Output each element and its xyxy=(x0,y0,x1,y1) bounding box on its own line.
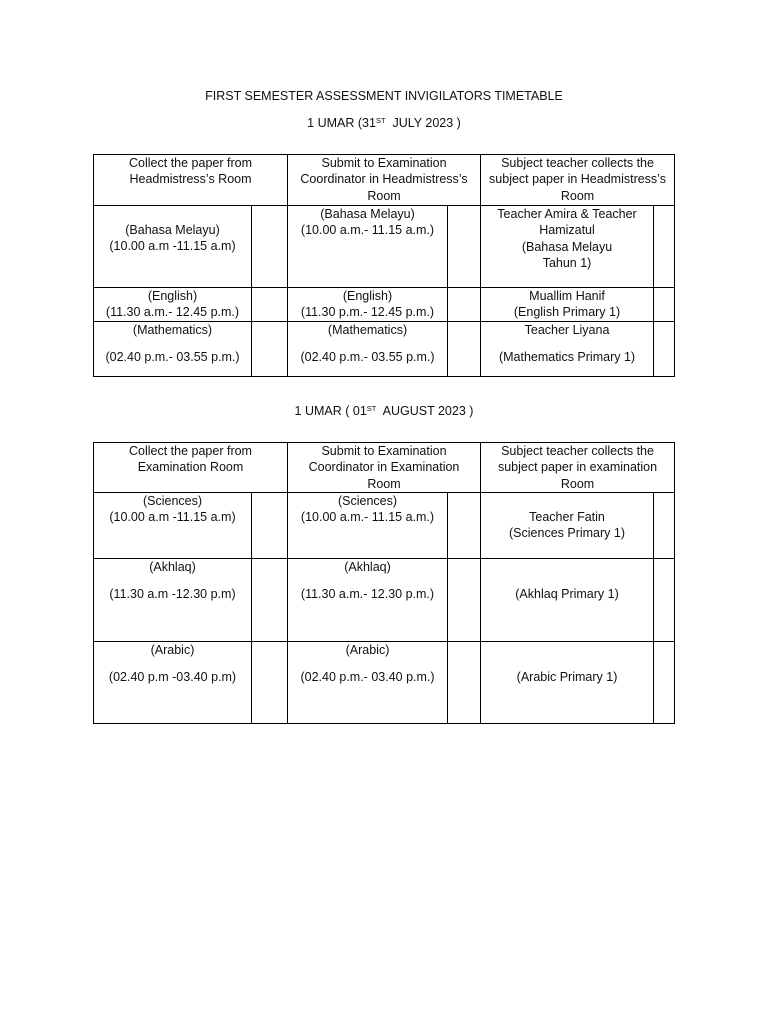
collect-time: (02.40 p.m.- 03.55 p.m.) xyxy=(105,349,240,364)
submit-cell xyxy=(288,493,448,559)
teacher-line: (Akhlaq Primary 1) xyxy=(515,587,619,601)
day1-heading-sup: ST xyxy=(375,116,386,125)
submit-time: (02.40 p.m.- 03.55 p.m.) xyxy=(300,349,435,364)
teacher-check-cell xyxy=(654,321,675,376)
teacher-line: (Bahasa Melayu xyxy=(521,239,613,254)
day1-table xyxy=(93,154,675,377)
submit-cell xyxy=(288,642,448,724)
submit-check-cell xyxy=(448,288,481,322)
day2-table xyxy=(93,442,675,724)
teacher-line: Teacher Fatin xyxy=(529,510,605,524)
teacher-line: (Arabic Primary 1) xyxy=(516,670,618,684)
collect-check-cell xyxy=(252,493,288,559)
day1-heading xyxy=(0,115,768,131)
day2-heading xyxy=(0,403,768,419)
collect-subject: (Sciences) xyxy=(142,494,203,508)
submit-time: (10.00 a.m.- 11.15 a.m.) xyxy=(300,510,435,525)
submit-check-cell xyxy=(448,559,481,642)
submit-cell xyxy=(288,321,448,376)
teacher-line: Muallim Hanif xyxy=(529,289,605,303)
collect-time: (10.00 a.m -11.15 a.m) xyxy=(109,239,236,254)
submit-check-cell xyxy=(448,642,481,724)
submit-cell xyxy=(288,288,448,322)
teacher-line: (Mathematics Primary 1) xyxy=(498,349,636,364)
teacher-check-cell xyxy=(654,206,675,288)
collect-check-cell xyxy=(252,321,288,376)
header-teacher: Subject teacher collects the subject paper in examination Room xyxy=(481,443,675,493)
collect-cell xyxy=(94,493,252,559)
collect-cell xyxy=(94,288,252,322)
day2-heading-suffix: AUGUST 2023 ) xyxy=(376,404,474,418)
header-collect: Collect the paper from Headmistress’s Room xyxy=(94,155,288,206)
submit-subject: (English) xyxy=(342,289,393,303)
header-collect: Collect the paper from Examination Room xyxy=(94,443,288,493)
collect-check-cell xyxy=(252,642,288,724)
header-submit: Submit to Examination Coordinator in Examination Room xyxy=(288,443,481,493)
table-row xyxy=(94,493,675,559)
table-header-row xyxy=(94,155,675,206)
teacher-line: Tahun 1) xyxy=(542,255,592,270)
collect-subject: (Bahasa Melayu) xyxy=(125,223,220,237)
collect-time: (11.30 a.m -12.30 p.m) xyxy=(109,587,236,602)
day2-heading-sup: ST xyxy=(366,404,377,413)
collect-time: (02.40 p.m -03.40 p.m) xyxy=(108,670,237,685)
teacher-line: (Sciences Primary 1) xyxy=(509,526,626,541)
header-teacher: Subject teacher collects the subject paper in Headmistress’s Room xyxy=(481,155,675,206)
day1-heading-suffix: JULY 2023 ) xyxy=(385,116,461,130)
collect-cell xyxy=(94,206,252,288)
table-row xyxy=(94,288,675,322)
collect-cell xyxy=(94,321,252,376)
submit-subject: (Sciences) xyxy=(337,494,398,508)
collect-time: (10.00 a.m -11.15 a.m) xyxy=(109,510,236,525)
table-row xyxy=(94,642,675,724)
teacher-cell xyxy=(481,321,654,376)
collect-check-cell xyxy=(252,559,288,642)
collect-subject: (Arabic) xyxy=(150,643,195,657)
teacher-cell xyxy=(481,642,654,724)
teacher-line: (English Primary 1) xyxy=(513,305,621,320)
table-row xyxy=(94,559,675,642)
submit-check-cell xyxy=(448,321,481,376)
submit-time: (10.00 a.m.- 11.15 a.m.) xyxy=(300,223,435,238)
submit-check-cell xyxy=(448,206,481,288)
day2-heading-prefix: 1 UMAR ( 01 xyxy=(294,404,367,418)
teacher-check-cell xyxy=(654,493,675,559)
submit-subject: (Arabic) xyxy=(345,643,390,657)
submit-subject: (Mathematics) xyxy=(327,322,408,337)
teacher-check-cell xyxy=(654,288,675,322)
submit-time: (11.30 a.m.- 12.30 p.m.) xyxy=(300,587,435,602)
submit-time: (02.40 p.m.- 03.40 p.m.) xyxy=(300,670,435,685)
collect-check-cell xyxy=(252,288,288,322)
submit-cell xyxy=(288,206,448,288)
collect-check-cell xyxy=(252,206,288,288)
header-submit: Submit to Examination Coordinator in Headmistress’s Room xyxy=(288,155,481,206)
teacher-line: Hamizatul xyxy=(539,223,595,238)
teacher-cell xyxy=(481,493,654,559)
teacher-cell xyxy=(481,559,654,642)
submit-subject: (Akhlaq) xyxy=(344,560,391,574)
day1-heading-prefix: 1 UMAR (31 xyxy=(307,116,376,130)
collect-cell xyxy=(94,559,252,642)
collect-time: (11.30 a.m.- 12.45 p.m.) xyxy=(105,305,240,320)
collect-cell xyxy=(94,642,252,724)
table-row xyxy=(94,206,675,288)
submit-time: (11.30 p.m.- 12.45 p.m.) xyxy=(300,305,435,320)
teacher-line: Teacher Amira & Teacher xyxy=(497,207,637,221)
teacher-check-cell xyxy=(654,642,675,724)
submit-check-cell xyxy=(448,493,481,559)
teacher-check-cell xyxy=(654,559,675,642)
table-header-row xyxy=(94,443,675,493)
collect-subject: (English) xyxy=(147,289,198,303)
teacher-cell xyxy=(481,288,654,322)
collect-subject: (Akhlaq) xyxy=(149,560,196,574)
teacher-line: Teacher Liyana xyxy=(524,322,610,337)
submit-subject: (Bahasa Melayu) xyxy=(320,207,415,221)
table-row xyxy=(94,321,675,376)
teacher-cell xyxy=(481,206,654,288)
document-title: FIRST SEMESTER ASSESSMENT INVIGILATORS TIMETABLE xyxy=(205,89,563,103)
submit-cell xyxy=(288,559,448,642)
collect-subject: (Mathematics) xyxy=(132,322,213,337)
